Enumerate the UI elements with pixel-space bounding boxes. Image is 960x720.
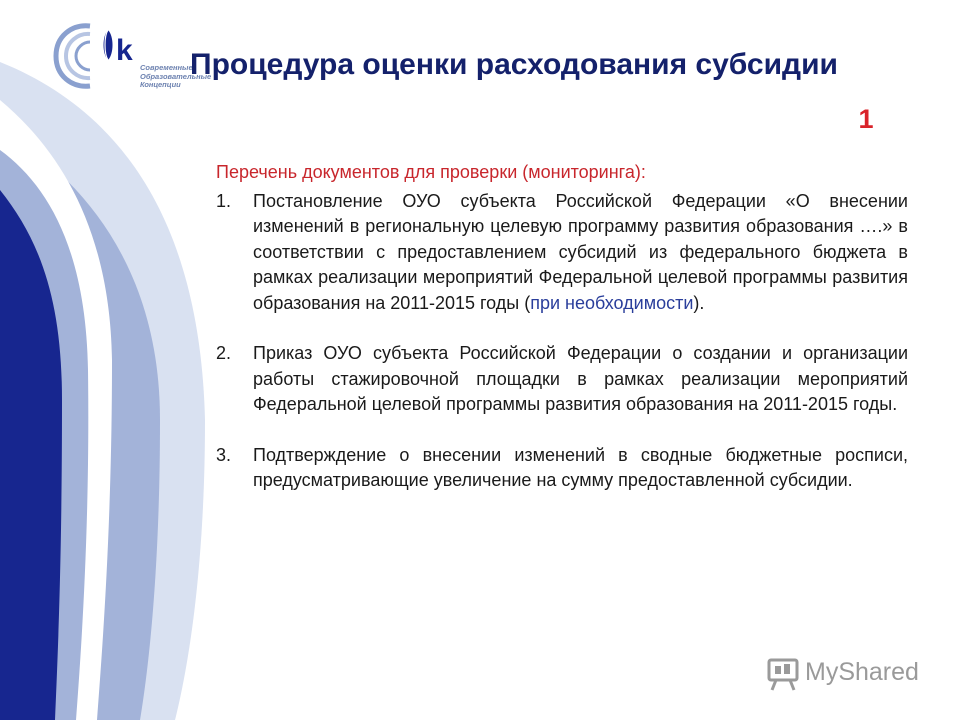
list-item [216,189,908,317]
document-body [216,160,908,494]
list-item-number: 2. [216,343,232,363]
list-item [216,341,908,418]
list-item-text-end: ). [693,292,705,313]
list-item-text: Подтверждение о внесении изменений в сводные бюджетные росписи, предусматривающие увеличение на сумму предоставленной субсидии. [253,444,908,490]
svg-text:k: k [116,34,133,67]
logo [46,14,212,94]
watermark-text: MyShared [805,658,919,686]
list-item-number: 3. [216,444,232,465]
logo-mark-icon [46,14,142,94]
presentation-board-icon [765,656,801,692]
logo-caption-line: Концепции [140,80,181,89]
list-item-text: Постановление ОУО субъекта Российской Федерации «О внесении изменений в региональную целевую программу развития образования ….» в соответствии с предоставлением субсидий из федерального бюджета в рамках реализации мероприятий Федеральной целевой программы развития образования на 2011-2015 годы ( [253,190,908,313]
list-item-note: при необходимости [530,292,694,313]
watermark [765,654,935,694]
logo-caption-line: Современные [140,63,193,72]
slide-number: 1 [858,104,874,134]
list-item-number: 1. [216,190,232,211]
page-title: Процедура оценки расходования субсидии [190,48,838,81]
logo-caption-line: Образовательные [140,71,212,81]
list-item-text: Приказ ОУО субъекта Российской Федерации о создании и организации работы стажировочной площадки в рамках реализации мероприятий Федеральной целевой программы развития образования на 2011-2015 годы. [253,343,908,414]
list-intro: Перечень документов для проверки (мониторинга): [216,162,646,182]
list-item [216,443,908,494]
